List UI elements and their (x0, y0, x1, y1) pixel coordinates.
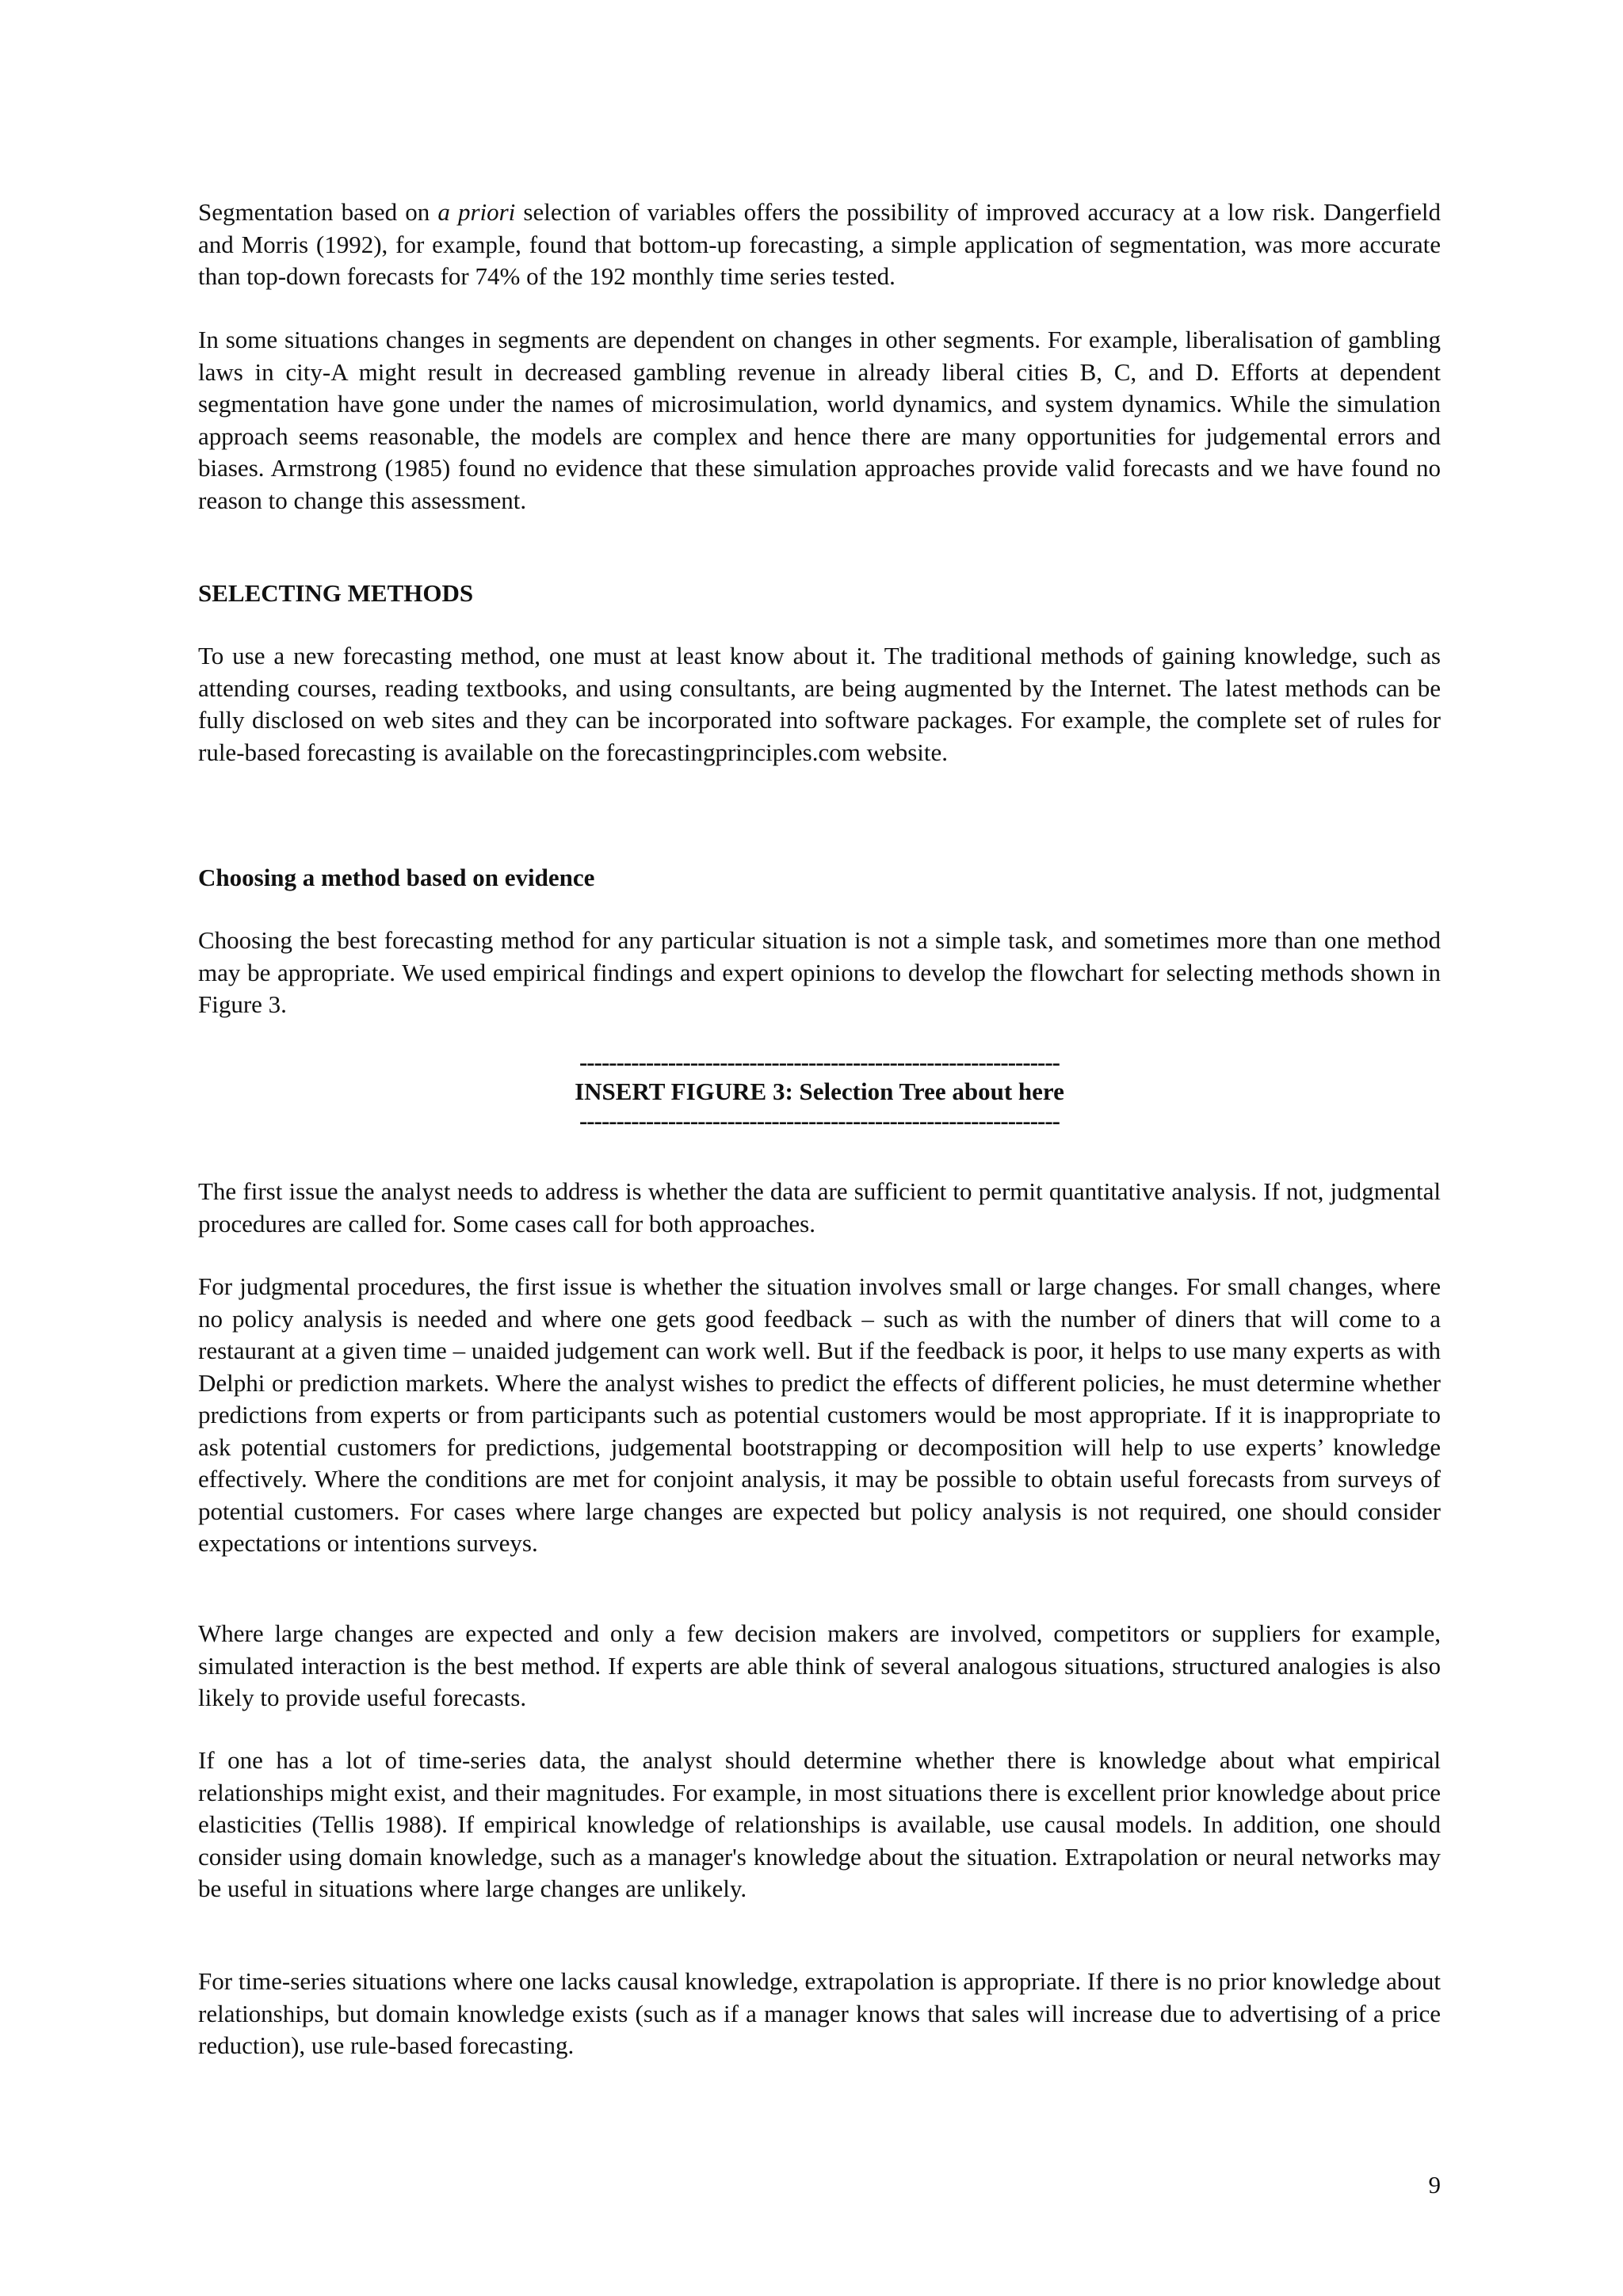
figure-placeholder (198, 1047, 1441, 1135)
paragraph-lead: Segmentation based on (198, 198, 438, 226)
dash-rule-bottom: ----------------------------------------------------------------- (579, 1107, 1060, 1135)
dash-rule-top: ----------------------------------------------------------------- (579, 1048, 1060, 1076)
paragraph-large-changes: Where large changes are expected and only a few decision makers are involved, competitors or suppliers for example, simulated interaction is the best method. If experts are able think of several analogous situations, structured analogies is also likely to provide useful forecasts. (198, 1619, 1441, 1711)
figure-placeholder-label: INSERT FIGURE 3: Selection Tree about here (575, 1077, 1064, 1105)
paragraph-time-series-situations: For time-series situations where one lacks causal knowledge, extrapolation is appropriate. If there is no prior knowledge about relationships, but domain knowledge exists (such as if a manager knows that sales will increase due to advertising of a price reduction), use rule-based forecasting. (198, 1967, 1441, 2059)
paragraph-judgmental-procedures: For judgmental procedures, the first issue is whether the situation involves small or large changes. For small changes, where no policy analysis is needed and where one gets good feedback – such as with the number of diners that will come to a restaurant at a given time – unaided judgement can work well. But if the feedback is poor, it helps to use many experts as with Delphi or prediction markets. Where the analyst wishes to predict the effects of different policies, he must determine whether predictions from experts or from participants such as potential customers would be most appropriate. If it is inappropriate to ask potential customers for predictions, judgemental bootstrapping or decomposition will help to use experts’ knowledge effectively. Where the conditions are met for conjoint analysis, it may be possible to obtain useful forecasts from surveys of potential customers. For cases where large changes are expected but policy analysis is not required, one should consider expectations or intentions surveys. (198, 1272, 1441, 1557)
paragraph-choosing-best-method: Choosing the best forecasting method for any particular situation is not a simple task, and sometimes more than one method may be appropriate. We used empirical findings and expert opinions to develop the flowchart for selecting methods shown in Figure 3. (198, 926, 1441, 1018)
paragraph-new-forecasting-method: To use a new forecasting method, one must at least know about it. The traditional methods of gaining knowledge, such as attending courses, reading textbooks, and using consultants, are being augmented by the Internet. The latest methods can be fully disclosed on web sites and they can be incorporated into software packages. For example, the complete set of rules for rule-based forecasting is available on the forecastingprinciples.com website. (198, 642, 1441, 766)
subsection-heading-choosing-method: Choosing a method based on evidence (198, 864, 595, 891)
paragraph-time-series-data: If one has a lot of time-series data, the analyst should determine whether there is knowledge about what empirical relationships might exist, and their magnitudes. For example, in most situations there is excellent prior knowledge about price elasticities (Tellis 1988). If empirical knowledge of relationships is available, use causal models. In addition, one should consider using domain knowledge, such as a manager's knowledge about the situation. Extrapolation or neural networks may be useful in situations where large changes are unlikely. (198, 1746, 1441, 1902)
paragraph-dependent-segmentation: In some situations changes in segments are dependent on changes in other segments. For example, liberalisation of gambling laws in city-A might result in decreased gambling revenue in already liberal cities B, C, and D. Efforts at dependent segmentation have gone under the names of microsimulation, world dynamics, and system dynamics. While the simulation approach seems reasonable, the models are complex and hence there are many opportunities for judgemental errors and biases. Armstrong (1985) found no evidence that these simulation approaches provide valid forecasts and we have found no reason to change this assessment. (198, 326, 1441, 514)
italic-a-priori: a priori (437, 198, 516, 226)
document-page (198, 0, 1441, 2296)
paragraph-segmentation-a-priori (198, 196, 1441, 293)
section-heading-selecting-methods: SELECTING METHODS (198, 579, 474, 607)
paragraph-rest: selection of variables offers the possibility of improved accuracy at a low risk. Dangerfield and Morris (1992), for example, found that bottom-up forecasting, a simple application of segmentation, was more accurate than top-down forecasts for 74% of the 192 monthly time series tested. (198, 198, 1441, 290)
page-number: 9 (1428, 2171, 1441, 2199)
paragraph-first-issue: The first issue the analyst needs to address is whether the data are sufficient to permit quantitative analysis. If not, judgmental procedures are called for. Some cases call for both approaches. (198, 1177, 1441, 1238)
